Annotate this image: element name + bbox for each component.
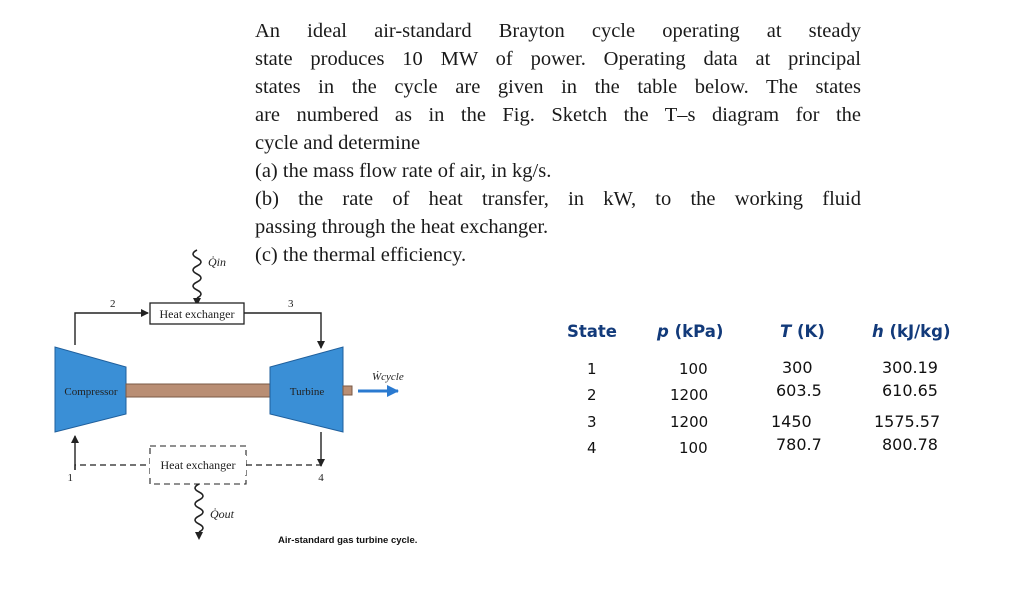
turbine-label: Turbine — [289, 386, 325, 398]
heat-exchanger-bottom-label: Heat exchanger — [160, 458, 236, 472]
table-cell-enthalpy: 1575.57 — [874, 412, 941, 431]
output-shaft — [343, 386, 352, 395]
table-cell-pressure: 100 — [679, 360, 708, 378]
problem-line: states in the cycle are given in the table below. The states — [255, 76, 861, 98]
problem-line: passing through the heat exchanger. — [255, 216, 549, 238]
table-cell-state: 1 — [587, 360, 597, 378]
table-cell-enthalpy: 800.78 — [882, 435, 938, 454]
table-cell-state: 3 — [587, 413, 597, 431]
question-c: (c) the thermal efficiency. — [255, 244, 467, 266]
heat-in-label: Q̇in — [208, 255, 226, 269]
work-label: Ẇcycle — [372, 371, 404, 383]
question-a: (a) the mass flow rate of air, in kg/s. — [255, 160, 552, 182]
problem-line: state produces 10 MW of power. Operating data at principal — [255, 48, 861, 70]
problem-line: An ideal air-standard Brayton cycle operating at steady — [255, 20, 861, 42]
table-cell-enthalpy: 610.65 — [882, 381, 938, 400]
header-pressure: p (kPa) — [657, 322, 724, 341]
table-cell-state: 4 — [587, 439, 597, 457]
heat-out-label: Q̇out — [210, 507, 234, 521]
compressor-label: Compressor — [64, 386, 118, 398]
state-3-label: 3 — [288, 298, 294, 310]
heat-out-arrowhead — [195, 532, 203, 540]
heat-exchanger-top-label: Heat exchanger — [159, 307, 235, 321]
table-cell-enthalpy: 300.19 — [882, 358, 938, 377]
flow-line-3 — [244, 313, 321, 348]
flow-line-2 — [75, 313, 148, 345]
state-1-label: 1 — [67, 472, 73, 484]
heat-out-arrow — [195, 484, 203, 532]
table-cell-temperature: 603.5 — [776, 381, 822, 400]
state-2-label: 2 — [110, 298, 116, 310]
table-cell-pressure: 1200 — [670, 386, 709, 404]
table-cell-temperature: 300 — [782, 358, 813, 377]
problem-line: cycle and determine — [255, 132, 421, 154]
table-cell-temperature: 780.7 — [776, 435, 822, 454]
table-cell-pressure: 100 — [679, 439, 708, 457]
table-cell-pressure: 1200 — [670, 413, 709, 431]
header-temperature: T (K) — [780, 322, 825, 341]
flow-line-bottom-right — [246, 465, 321, 470]
state-4-label: 4 — [318, 472, 324, 484]
header-enthalpy: h (kJ/kg) — [872, 322, 951, 341]
table-cell-temperature: 1450 — [771, 412, 812, 431]
shaft — [126, 384, 270, 397]
problem-line: are numbered as in the Fig. Sketch the T–s diagram for the — [255, 104, 861, 126]
heat-in-arrow — [193, 250, 201, 298]
header-state: State — [567, 322, 617, 341]
table-cell-state: 2 — [587, 386, 597, 404]
figure-caption: Air-standard gas turbine cycle. — [278, 535, 418, 546]
question-b: (b) the rate of heat transfer, in kW, to the working fluid — [255, 188, 861, 210]
flow-line-bottom-left — [75, 465, 150, 470]
